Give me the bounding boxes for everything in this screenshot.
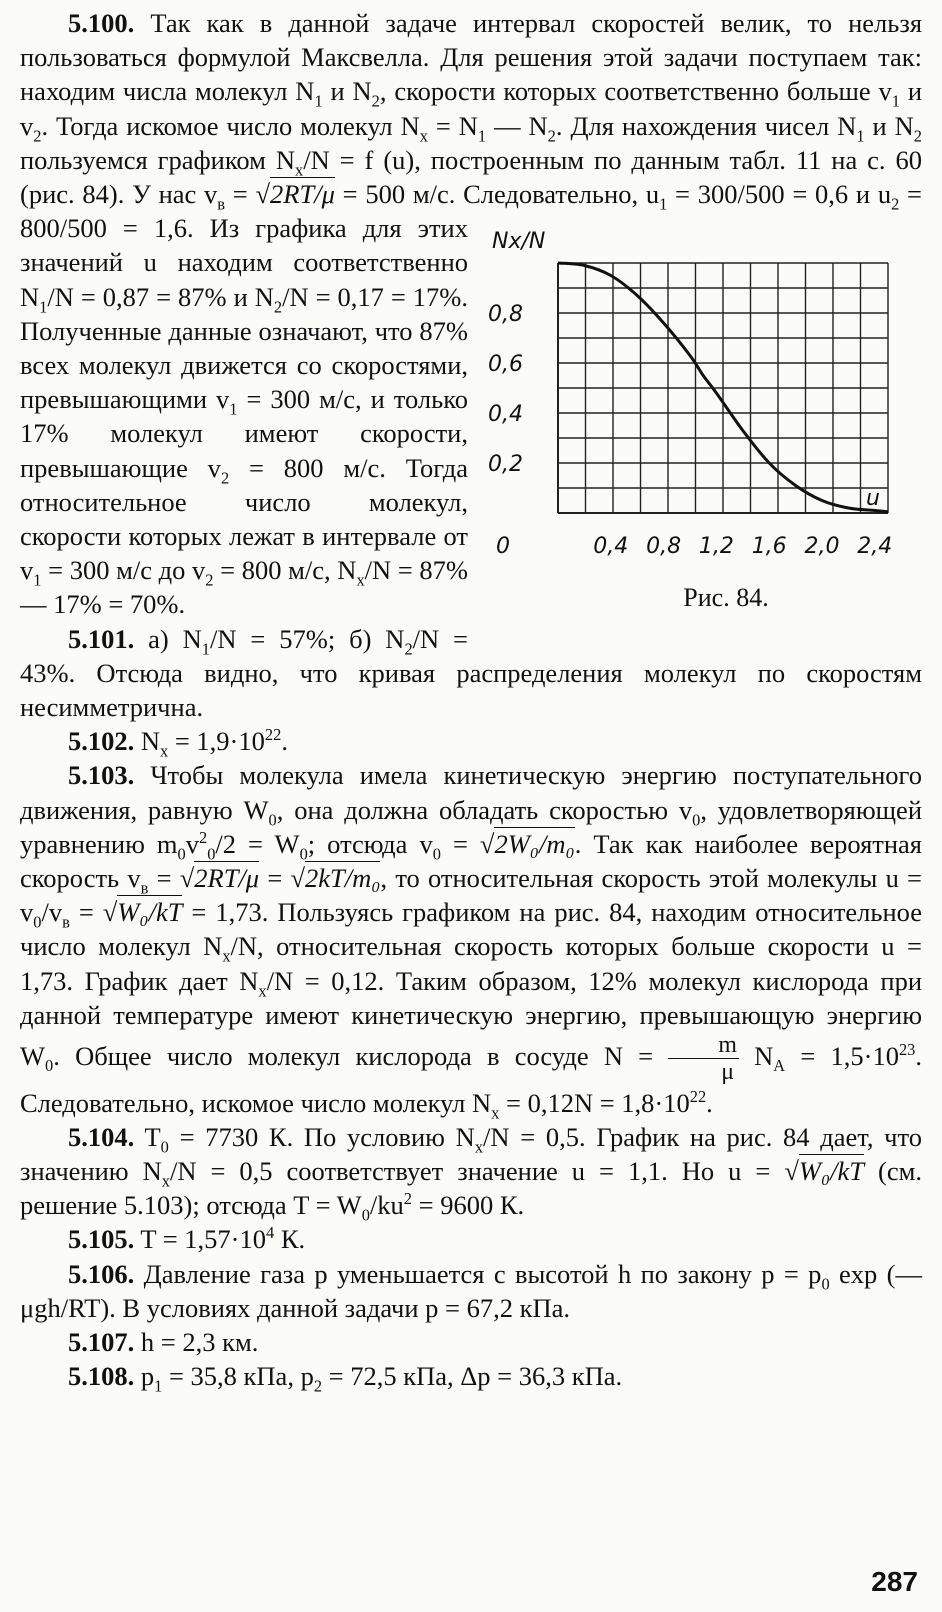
- y-axis-label: Nx/N: [492, 229, 546, 255]
- solution-5-106: 5.106. Давление газа p уменьшается с высотой h по закону $p = p_0$ exp (— μgh/RT). В условиях данной задачи p = 67,2 кПа.: [20, 1258, 922, 1323]
- y-tick-label: 0,4: [488, 402, 523, 428]
- origin-label: 0: [496, 534, 510, 560]
- y-tick-label: 0,8: [488, 302, 523, 328]
- y-tick-label: 0,2: [488, 452, 523, 478]
- distribution-chart: [482, 213, 922, 583]
- x-tick-label: 2,0: [804, 534, 840, 560]
- figure-caption: Рис. 84.: [683, 583, 769, 613]
- solution-5-105: 5.105. $T = 1,57\cdot 10^4$ К.: [68, 1223, 306, 1255]
- x-tick-label: 0,4: [593, 534, 629, 560]
- figure-84: [482, 213, 922, 621]
- solution-5-103: 5.103. Чтобы молекула имела кинетическую энергию поступательного движения, равную $W_0$, она должна обладать скоростью $v_0$, удовлетворяющей уравнению $m_0v^2_0/2 = W_0$; отсюда $v_0 = √2W_0/m_0$. Так как наиболее вероятная скорость $v_в = √2RT/\mu = √2kT/m_0$, то относительная скорость этой молекулы $u = v_0/v_в = √W_0/kT = 1,73$. Пользуясь графиком на рис. 84, находим относительное число молекул $N_x/N$, относительная скорость которых больше скорости u = 1,73. График дает $N_x/N = 0,12$. Таким образом, 12% молекул кислорода при данной температуре имеют кинетическую энергию, превышающую энергию $W_0$. Общее число молекул кислорода в сосуде N = $\frac{m}{\mu}$ $N_A = 1,5\cdot 10^{23}$. Следовательно, искомое число молекул $N_x = 0,12N = 1,8\cdot 10^{22}$.: [20, 760, 923, 1122]
- solution-5-102: 5.102. $N_x = 1,9\cdot 10^{22}$.: [68, 725, 288, 761]
- solution-5-108: 5.108. $p_1 = 35,8$ кПа, $p_2 = 72,5$ кПа, Δp = 36,3 кПа.: [68, 1361, 623, 1396]
- section-5-100: [20, 6, 922, 622]
- x-tick-label: 1,2: [698, 534, 734, 560]
- solution-5-104: 5.104. $T_0 = 7730$ К. По условию $N_x/N = 0,5$. График на рис. 84 дает, что значению $N_x/N = 0,5$ соответствует значение u = 1,1. Но u = √W₀/kT (см. решение 5.103); отсюда $T = W_0/ku^2 = 9600$ К.: [20, 1121, 923, 1225]
- y-tick-label: 0,6: [488, 352, 523, 378]
- fraction-m-mu: $\frac{m}{\mu}$: [668, 1032, 739, 1085]
- x-axis-label: u: [866, 486, 880, 512]
- solution-5-100: 5.100. Так как в данной задаче интервал скоростей велик, то нельзя пользоваться формулой Максвелла. Для решения этой задачи поступаем так: находим числа молекул $N_1$ и $N_2$, скорости которых соответственно больше $v_1$ и $v_2$. Тогда искомое число молекул $N_x = N_1$ — $N_2$. Для нахождения чисел $N_1$ и $N_2$ пользуемся графиком $N_x/N = f$ (u), построенным по данным табл. 11 на с. 60 (рис. 84). У нас $v_в = √2RT/\mu = 500$ м/с. Следовательно, $u_1 = 300/500 = 0,6$ и $u_2$ Nx/N 0,2 0,4 0,6 0,8 0 0,4 0,8 1,2 1,6 2,0 2,4 u Рис. 84. = 800/500 = 1,6. Из графика для этих значений u находим соответственно $N_1/N = 0,87 = 87\%$ и $N_2/N = 0,17 = 17\%$. Полученные данные означают, что 87% всех молекул движется со скоростями, превышающими $v_1 = 300$ м/с, и только 17% молекул имеют скорости, превышающие $v_2 = 800$ м/с. Тогда относительное число молекул, скорости которых лежат в интервале от $v_1 = 300$ м/с до $v_2 = 800$ м/с, $N_x/N = 87\%$ — 17% = 70%.: [20, 8, 923, 620]
- page: [20, 6, 923, 1396]
- x-tick-label: 0,8: [646, 534, 682, 560]
- page-number: 287: [871, 1566, 918, 1597]
- solution-5-107: 5.107. h = 2,3 км.: [68, 1326, 259, 1357]
- solution-5-101: 5.101. а) $N_1/N = 57\%$; б) $N_2/N = 43\%$. Отсюда видно, что кривая распределения молекул по скоростям несимметрична.: [20, 623, 922, 723]
- x-tick-label: 1,6: [751, 534, 787, 560]
- x-tick-label: 2,4: [857, 534, 893, 560]
